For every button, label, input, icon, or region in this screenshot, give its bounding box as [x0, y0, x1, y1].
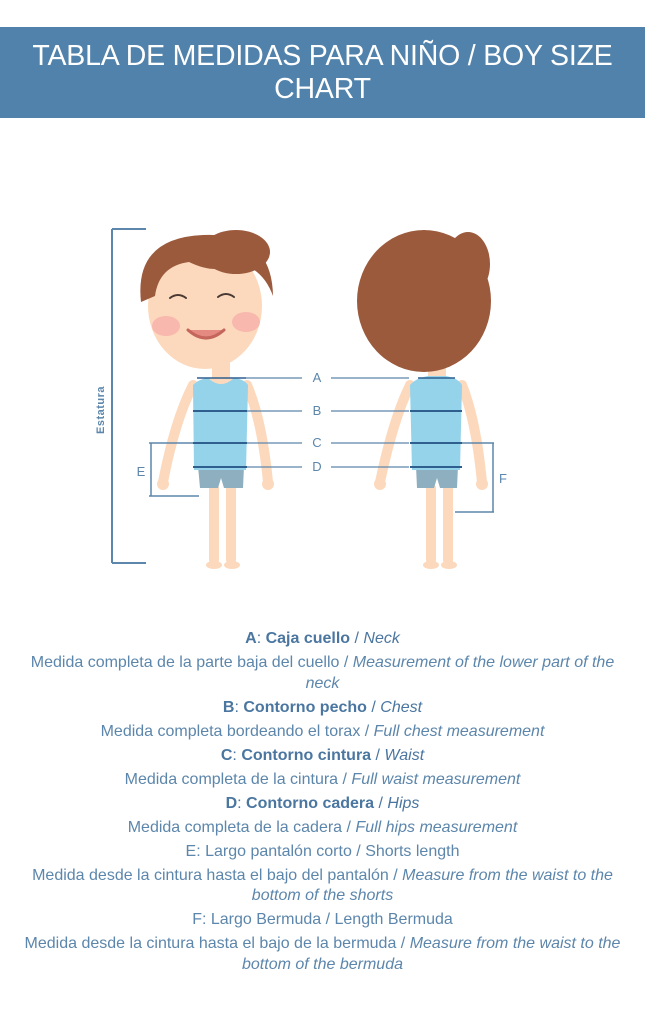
child-back [357, 230, 491, 569]
measurement-diagram [0, 190, 645, 590]
label-e: E [136, 464, 146, 479]
measure-d-desc: Medida completa de la cadera / Full hips measurement [127, 818, 518, 836]
page-title: TABLA DE MEDIDAS PARA NIÑO / BOY SIZE CHART [32, 39, 613, 105]
measure-a-title: A: Caja cuello / Neck [245, 630, 400, 647]
measure-c-desc: Medida completa de la cintura / Full waist measurement [124, 770, 521, 788]
measure-b-title: B: Contorno pecho / Chest [222, 698, 423, 716]
measure-e-desc: Medida desde la cintura hasta el bajo del pantalón / Measure from the waist to the bottom of the shorts [32, 866, 613, 904]
height-label: Estatura [95, 385, 107, 434]
title-banner [0, 27, 645, 118]
label-b: B [312, 403, 322, 418]
measure-c-title: C: Contorno cintura / Waist [220, 746, 425, 764]
label-c: C [312, 435, 322, 450]
measure-f-desc: Medida desde la cintura hasta el bajo de la bermuda / Measure from the waist to the bottom of the bermuda [24, 935, 621, 973]
measurement-descriptions [20, 629, 625, 979]
measure-b-desc: Medida completa bordeando el torax / Full chest measurement [100, 722, 545, 740]
label-d: D [312, 459, 322, 474]
height-bracket [112, 229, 146, 563]
label-f: F [499, 471, 507, 486]
label-a: A [312, 370, 322, 385]
measure-a-desc: Medida completa de la parte baja del cuello / Measurement of the lower part of the neck [30, 654, 615, 692]
child-front [140, 230, 274, 569]
measure-d-title: D: Contorno cadera / Hips [225, 794, 420, 812]
measure-f-title: F: Largo Bermuda / Length Bermuda [192, 911, 453, 928]
measure-e-title: E: Largo pantalón corto / Shorts length [185, 842, 460, 860]
